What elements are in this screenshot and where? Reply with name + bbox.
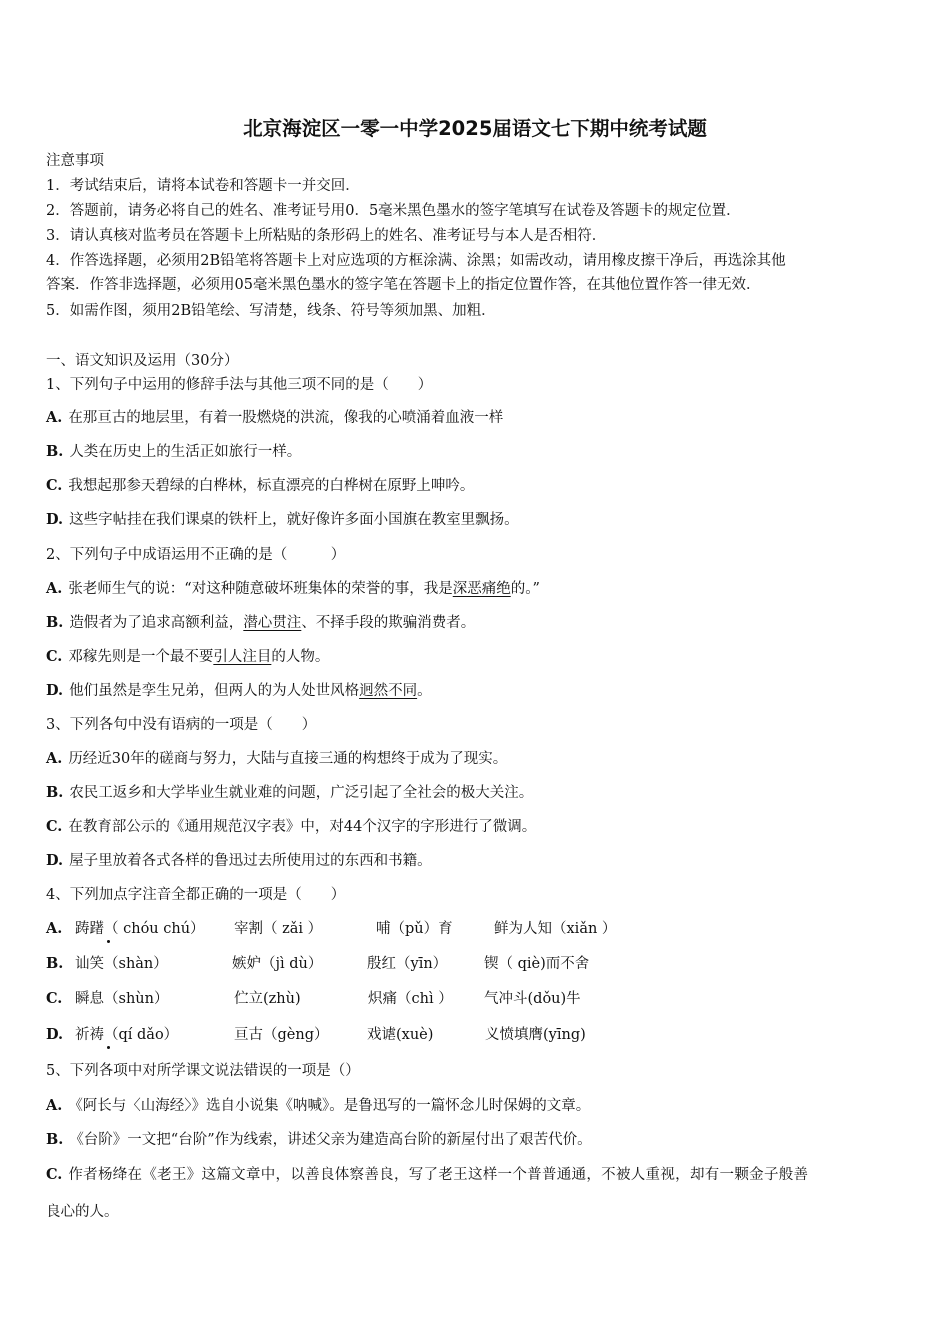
q4-stem: 4、下列加点字注音全都正确的一项是（ ） bbox=[46, 887, 346, 903]
option-letter: A. bbox=[46, 750, 63, 767]
q4-a-item-4: 鲜为人知（xiǎn ） bbox=[494, 921, 617, 937]
option-text: 、不择手段的欺骗消费者。 bbox=[301, 615, 476, 631]
notice-item-4: 4．作答选择题，必须用2B铅笔将答题卡上对应选项的方框涂满、涂黑；如需改动，请用橡皮擦干净后，再选涂其他 bbox=[46, 253, 786, 269]
q4-option-d-letter: D. bbox=[46, 1026, 64, 1043]
q4-d-item-3: 戏谑(xuè) bbox=[367, 1027, 434, 1043]
q3-option-b bbox=[46, 783, 533, 803]
q1-option-a bbox=[46, 408, 503, 428]
q1-option-b bbox=[46, 442, 301, 462]
option-letter: B. bbox=[46, 784, 64, 801]
option-letter: D. bbox=[46, 511, 64, 528]
q4-a-item-3: 哺（pǔ）育 bbox=[376, 921, 453, 937]
q4-option-c-letter: C. bbox=[46, 990, 63, 1007]
q1-option-d bbox=[46, 510, 519, 530]
option-text: 张老师生气的说：“对这种随意破坏班集体的荣誉的事，我是 bbox=[68, 581, 453, 597]
option-text: 屋子里放着各式各样的鲁迅过去所使用过的东西和书籍。 bbox=[69, 853, 432, 869]
option-letter: C. bbox=[46, 818, 63, 835]
option-text: 我想起那参天碧绿的白桦林，标直漂亮的白桦树在原野上呻吟。 bbox=[68, 478, 475, 494]
option-text: 邓稼先则是一个最不要 bbox=[68, 649, 214, 665]
option-text: 他们虽然是孪生兄弟，但两人的为人处世风格 bbox=[69, 683, 360, 699]
q4-c-item-4: 气冲斗(dǒu)牛 bbox=[484, 991, 581, 1007]
q5-option-a bbox=[46, 1096, 590, 1116]
q4-b-item-3: 殷红（yīn） bbox=[367, 956, 448, 972]
option-letter: C. bbox=[46, 1166, 63, 1183]
option-text: 《台阶》一文把“台阶”作为线索，讲述父亲为建造高台阶的新屋付出了艰苦代价。 bbox=[69, 1132, 592, 1148]
q4-option-a-letter: A. bbox=[46, 920, 63, 937]
option-text: 历经近30年的磋商与努力，大陆与直接三通的构想终于成为了现实。 bbox=[68, 751, 508, 767]
option-letter: D. bbox=[46, 682, 64, 699]
notice-item-5: 5．如需作图，须用2B铅笔绘、写清楚，线条、符号等须加黑、加粗． bbox=[46, 303, 496, 319]
q2-option-b bbox=[46, 613, 475, 633]
option-text: 农民工返乡和大学毕业生就业难的问题，广泛引起了全社会的极大关注。 bbox=[69, 785, 534, 801]
option-letter: A. bbox=[46, 580, 63, 597]
q2-option-c bbox=[46, 647, 329, 667]
option-text: 作者杨绛在《老王》这篇文章中，以善良体察善良，写了老王这样一个普普通通，不被人重视，却有一颗金子般善 bbox=[68, 1167, 809, 1183]
option-letter: A. bbox=[46, 409, 63, 426]
option-text: 。 bbox=[417, 683, 432, 699]
q4-a-item-1: 踌躇（ chóu chú） bbox=[75, 921, 205, 937]
option-letter: C. bbox=[46, 477, 63, 494]
q4-d-item-2: 亘古（gèng） bbox=[234, 1027, 329, 1043]
underlined-idiom: 潜心贯注 bbox=[243, 615, 302, 631]
q5-option-b bbox=[46, 1130, 592, 1150]
option-letter: B. bbox=[46, 614, 64, 631]
q4-d-item-4: 义愤填膺(yīng) bbox=[485, 1027, 586, 1043]
q5-stem: 5、下列各项中对所学课文说法错误的一项是（） bbox=[46, 1063, 360, 1079]
q3-option-a bbox=[46, 749, 507, 769]
q4-a-item-2: 宰割（ zǎi ） bbox=[234, 921, 323, 937]
section-heading: 一、语文知识及运用（30分） bbox=[46, 353, 239, 369]
option-text: 在那亘古的地层里，有着一股燃烧的洪流，像我的心喷涌着血液一样 bbox=[68, 410, 504, 426]
notice-heading: 注意事项 bbox=[46, 153, 104, 169]
q3-stem: 3、下列各句中没有语病的一项是（ ） bbox=[46, 717, 317, 733]
q3-option-d bbox=[46, 851, 432, 871]
q1-stem: 1、下列句子中运用的修辞手法与其他三项不同的是（ ） bbox=[46, 377, 433, 393]
option-text: 人类在历史上的生活正如旅行一样。 bbox=[69, 444, 302, 460]
notice-item-4-cont: 答案．作答非选择题，必须用05毫米黑色墨水的签字笔在答题卡上的指定位置作答，在其他位置作答一律无效． bbox=[46, 277, 761, 293]
option-text: 的人物。 bbox=[271, 649, 330, 665]
notice-item-2: 2．答题前，请务必将自己的姓名、准考证号用0．5毫米黑色墨水的签字笔填写在试卷及答题卡的规定位置． bbox=[46, 203, 741, 219]
option-letter: C. bbox=[46, 648, 63, 665]
option-letter: D. bbox=[46, 852, 64, 869]
q5-option-c-cont: 良心的人。 bbox=[46, 1204, 119, 1220]
q2-option-a bbox=[46, 579, 540, 599]
q4-d-item-1: 祈祷（qí dǎo） bbox=[75, 1027, 179, 1043]
q4-b-item-2: 嫉妒（jì dù） bbox=[232, 956, 323, 972]
option-letter: A. bbox=[46, 1097, 63, 1114]
q4-option-b-letter: B. bbox=[46, 955, 64, 972]
document-title: 北京海淀区一零一中学2025届语文七下期中统考试题 bbox=[243, 117, 707, 140]
q2-stem: 2、下列句子中成语运用不正确的是（ ） bbox=[46, 547, 346, 563]
notice-item-1: 1．考试结束后，请将本试卷和答题卡一并交回． bbox=[46, 178, 360, 194]
q1-option-c bbox=[46, 476, 474, 496]
q5-option-c bbox=[46, 1165, 808, 1185]
q3-option-c bbox=[46, 817, 536, 837]
q4-c-item-2: 伫立(zhù) bbox=[234, 991, 301, 1007]
emphasis-dot bbox=[107, 940, 110, 943]
option-letter: B. bbox=[46, 443, 64, 460]
option-text: 造假者为了追求高额利益， bbox=[69, 615, 244, 631]
q4-c-item-3: 炽痛（chì ） bbox=[368, 991, 453, 1007]
underlined-idiom: 迥然不同 bbox=[359, 683, 418, 699]
q4-c-item-1: 瞬息（shùn） bbox=[75, 991, 169, 1007]
underlined-idiom: 深恶痛绝 bbox=[452, 581, 511, 597]
option-text: 这些字帖挂在我们课桌的铁杆上，就好像许多面小国旗在教室里飘扬。 bbox=[69, 512, 519, 528]
underlined-idiom: 引人注目 bbox=[213, 649, 272, 665]
notice-item-3: 3．请认真核对监考员在答题卡上所粘贴的条形码上的姓名、准考证号与本人是否相符． bbox=[46, 228, 607, 244]
option-letter: B. bbox=[46, 1131, 64, 1148]
q4-b-item-1: 讪笑（shàn） bbox=[75, 956, 168, 972]
q2-option-d bbox=[46, 681, 432, 701]
option-text: 的。” bbox=[510, 581, 540, 597]
q4-b-item-4: 锲（ qiè)而不舍 bbox=[484, 956, 590, 972]
option-text: 在教育部公示的《通用规范汉字表》中，对44个汉字的字形进行了微调。 bbox=[68, 819, 537, 835]
option-text: 《阿长与〈山海经〉》选自小说集《呐喊》。是鲁迅写的一篇怀念儿时保姆的文章。 bbox=[68, 1098, 591, 1114]
emphasis-dot bbox=[107, 1046, 110, 1049]
